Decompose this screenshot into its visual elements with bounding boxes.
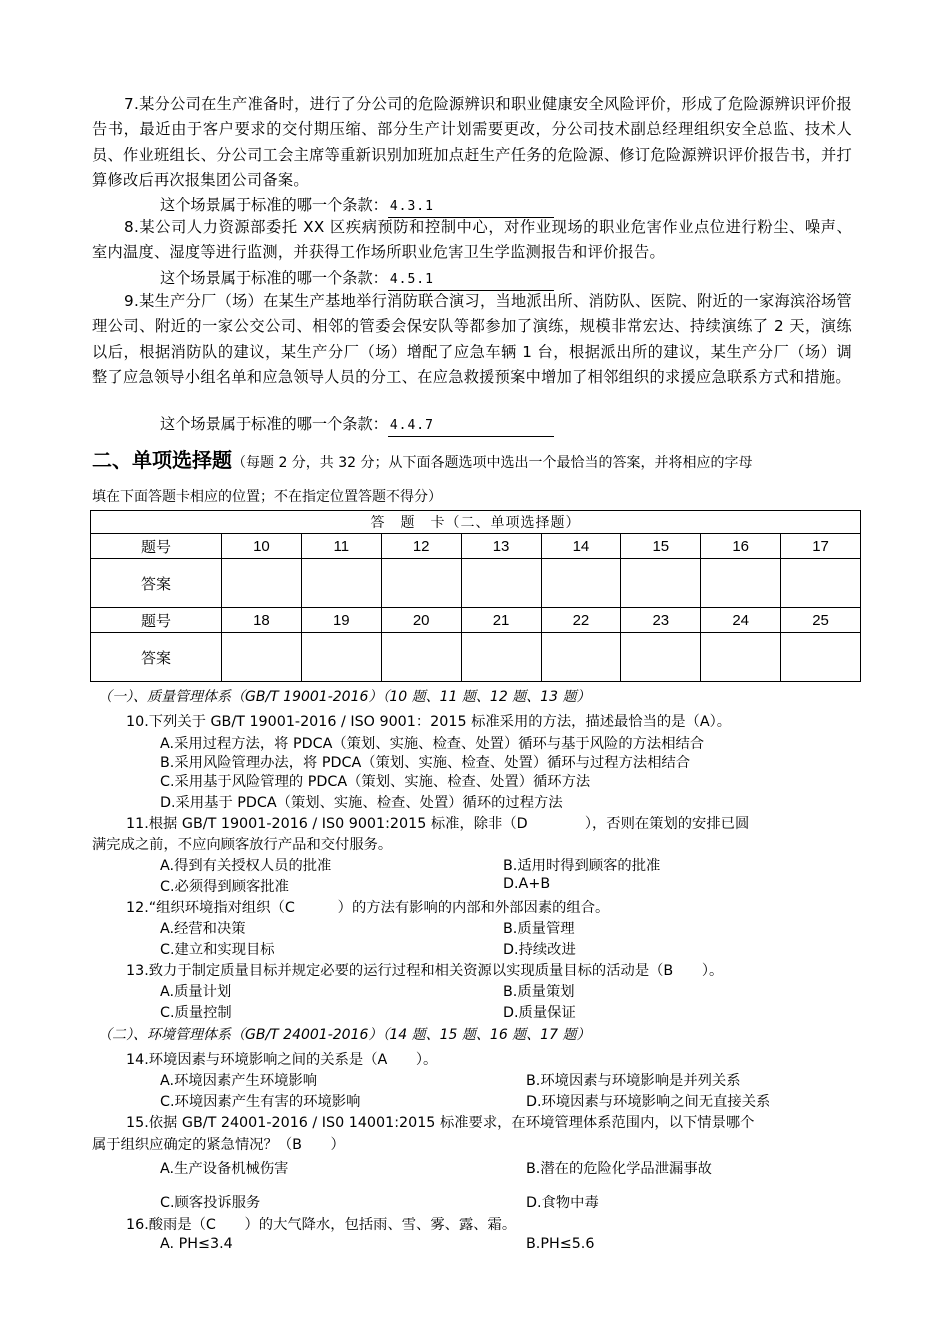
scenario-9-text: 9.某生产分厂（场）在某生产基地举行消防联合演习，当地派出所、消防队、医院、附近的一家海滨浴场管理公司、附近的一家公交公司、相邻的管委会保安队等都参加了演练，规模非常宏达、持续演练了 2 天，演练以后，根据消防队的建议，某生产分厂（场）增配了应急车辆 1 台，根据派出所的建议，某生产分厂（场）调整了应急领导小组名单和应急领导人员的分工、在应急救援预案中增加了相邻组织的求援应急联系方式和措施。 <box>92 292 852 386</box>
qnum: 14 <box>541 534 621 559</box>
q11-stem-2: 满完成之前，不应向顾客放行产品和交付服务。 <box>92 837 393 853</box>
answer-cell[interactable] <box>621 559 701 608</box>
answer-cell[interactable] <box>222 633 302 682</box>
qnum: 15 <box>621 534 701 559</box>
answer-card-num-row-1 <box>91 534 861 559</box>
section-2-desc-2: 填在下面答题卡相应的位置；不在指定位置答题不得分） <box>92 489 442 505</box>
answer-cell[interactable] <box>461 559 541 608</box>
scenario-7-clause: 4.3.1 <box>388 197 554 218</box>
q15-option-d: D.食物中毒 <box>526 1195 599 1211</box>
answer-card <box>90 510 861 682</box>
row-label-num: 题号 <box>91 608 222 633</box>
qnum: 20 <box>381 608 461 633</box>
q10-option-d: D.采用基于 PDCA（策划、实施、检查、处置）循环的过程方法 <box>160 795 563 811</box>
q11-option-d: D.A+B <box>503 876 551 892</box>
answer-cell[interactable] <box>541 559 621 608</box>
row-label-ans: 答案 <box>91 559 222 608</box>
scenario-8-answer <box>160 268 554 291</box>
answer-card-ans-row-2 <box>91 633 861 682</box>
qnum: 25 <box>781 608 861 633</box>
qnum: 17 <box>781 534 861 559</box>
answer-card-title: 答 题 卡（二、单项选择题） <box>91 511 861 534</box>
answer-cell[interactable] <box>222 559 302 608</box>
qnum: 22 <box>541 608 621 633</box>
answer-card-ans-row-1 <box>91 559 861 608</box>
answer-cell[interactable] <box>381 633 461 682</box>
answer-cell[interactable] <box>541 633 621 682</box>
scenario-9-clause: 4.4.7 <box>388 416 554 437</box>
section-2-desc: （每题 2 分，共 32 分；从下面各题选项中选出一个最恰当的答案，并将相应的字母 <box>232 455 753 471</box>
q14-option-a: A.环境因素产生环境影响 <box>160 1073 318 1089</box>
q16-stem: 16.酸雨是（C ）的大气降水，包括雨、雪、雾、露、霜。 <box>126 1217 517 1233</box>
q15-stem-2: 属于组织应确定的紧急情况？（B ） <box>92 1137 345 1153</box>
qnum: 11 <box>301 534 381 559</box>
answer-cell[interactable] <box>621 633 701 682</box>
q11-option-b: B.适用时得到顾客的批准 <box>503 858 661 874</box>
scenario-8-prompt: 这个场景属于标准的哪一个条款： <box>160 269 388 287</box>
answer-cell[interactable] <box>781 559 861 608</box>
q12-option-d: D.持续改进 <box>503 942 576 958</box>
answer-cell[interactable] <box>701 633 781 682</box>
q11-option-c: C.必须得到顾客批准 <box>160 879 289 895</box>
section-2-title: 二、单项选择题 <box>92 448 232 472</box>
scenario-9-prompt: 这个场景属于标准的哪一个条款： <box>160 415 388 433</box>
q10-option-b: B.采用风险管理办法，将 PDCA（策划、实施、检查、处置）循环与过程方法相结合 <box>160 755 691 771</box>
q16-option-b: B.PH≤5.6 <box>526 1236 595 1252</box>
q10-option-a: A.采用过程方法，将 PDCA（策划、实施、检查、处置）循环与基于风险的方法相结合 <box>160 736 705 752</box>
row-label-ans: 答案 <box>91 633 222 682</box>
q16-option-a: A. PH≤3.4 <box>160 1236 233 1252</box>
qnum: 10 <box>222 534 302 559</box>
q13-option-d: D.质量保证 <box>503 1005 576 1021</box>
answer-cell[interactable] <box>381 559 461 608</box>
q13-option-a: A.质量计划 <box>160 984 232 1000</box>
q13-stem: 13.致力于制定质量目标并规定必要的运行过程和相关资源以实现质量目标的活动是（B ）。 <box>126 963 724 979</box>
q14-option-c: C.环境因素产生有害的环境影响 <box>160 1094 361 1110</box>
scenario-8-text: 8.某公司人力资源部委托 XX 区疾病预防和控制中心，对作业现场的职业危害作业点位进行粉尘、噪声、室内温度、湿度等进行监测，并获得工作场所职业危害卫生学监测报告和评价报告。 <box>92 218 852 262</box>
q15-option-c: C.顾客投诉服务 <box>160 1195 261 1211</box>
q13-option-c: C.质量控制 <box>160 1005 232 1021</box>
answer-cell[interactable] <box>461 633 541 682</box>
answer-cell[interactable] <box>301 559 381 608</box>
answer-cell[interactable] <box>701 559 781 608</box>
q15-option-b: B.潜在的危险化学品泄漏事故 <box>526 1161 712 1177</box>
answer-card-num-row-2 <box>91 608 861 633</box>
qnum: 19 <box>301 608 381 633</box>
q12-option-b: B.质量管理 <box>503 921 575 937</box>
q14-option-b: B.环境因素与环境影响是并列关系 <box>526 1073 741 1089</box>
qnum: 23 <box>621 608 701 633</box>
section-2-heading <box>92 448 862 475</box>
q14-option-d: D.环境因素与环境影响之间无直接关系 <box>526 1094 771 1110</box>
q15-stem: 15.依据 GB/T 24001-2016 / IS0 14001:2015 标准要求，在环境管理体系范围内，以下情景哪个 <box>126 1115 755 1131</box>
scenario-8-clause: 4.5.1 <box>388 270 554 291</box>
qnum: 21 <box>461 608 541 633</box>
qnum: 18 <box>222 608 302 633</box>
qnum: 13 <box>461 534 541 559</box>
q14-stem: 14.环境因素与环境影响之间的关系是（A ）。 <box>126 1052 438 1068</box>
scenario-7-text: 7.某分公司在生产准备时，进行了分公司的危险源辨识和职业健康安全风险评价，形成了危险源辨识评价报告书，最近由于客户要求的交付期压缩、部分生产计划需要更改，分公司技术副总经理组织安全总监、技术人员、作业班组长、分公司工会主席等重新识别加班加点赶生产任务的危险源、修订危险源辨识评价报告书，并打算修改后再次报集团公司备案。 <box>92 95 852 189</box>
qnum: 24 <box>701 608 781 633</box>
q12-stem: 12.“组织环境指对组织（C ）的方法有影响的内部和外部因素的组合。 <box>126 900 610 916</box>
answer-cell[interactable] <box>301 633 381 682</box>
q11-option-a: A.得到有关授权人员的批准 <box>160 858 332 874</box>
scenario-9-answer <box>160 414 554 437</box>
q12-option-c: C.建立和实现目标 <box>160 942 275 958</box>
qnum: 16 <box>701 534 781 559</box>
row-label-num: 题号 <box>91 534 222 559</box>
q11-stem: 11.根据 GB/T 19001-2016 / IS0 9001:2015 标准，除非（D ），否则在策划的安排已圆 <box>126 816 750 832</box>
subsection-quality: （一）、质量管理体系（GB/T 19001-2016）（10 题、11 题、12 题、13 题） <box>98 689 591 705</box>
q13-option-b: B.质量策划 <box>503 984 575 1000</box>
subsection-environment: （二）、环境管理体系（GB/T 24001-2016）（14 题、15 题、16 题、17 题） <box>98 1027 591 1043</box>
scenario-7-prompt: 这个场景属于标准的哪一个条款： <box>160 196 388 214</box>
q15-option-a: A.生产设备机械伤害 <box>160 1161 289 1177</box>
q10-option-c: C.采用基于风险管理的 PDCA（策划、实施、检查、处置）循环方法 <box>160 774 591 790</box>
qnum: 12 <box>381 534 461 559</box>
answer-cell[interactable] <box>781 633 861 682</box>
q12-option-a: A.经营和决策 <box>160 921 246 937</box>
q10-stem: 10.下列关于 GB/T 19001-2016 / ISO 9001：2015 标准采用的方法，描述最恰当的是（A）。 <box>126 714 732 730</box>
